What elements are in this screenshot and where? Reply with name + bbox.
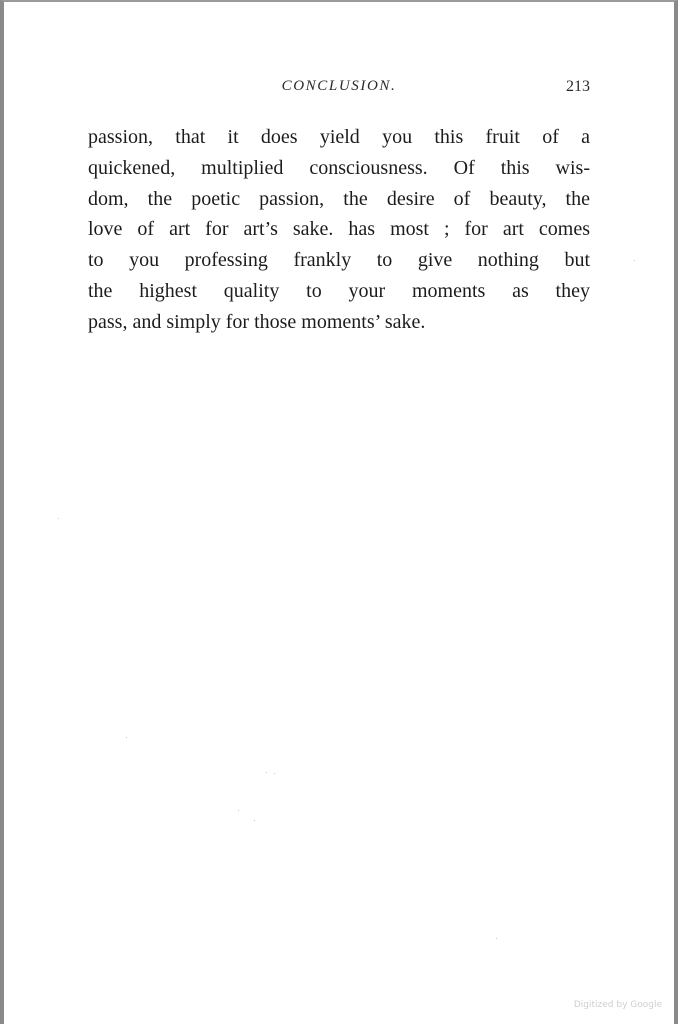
running-title: CONCLUSION. [281, 78, 397, 94]
text-line: the highest quality to your moments as they [88, 279, 590, 302]
scan-speck [126, 737, 127, 738]
text-line: love of art for art’s sake. has most ; for art comes [88, 218, 590, 241]
text-line: passion, that it does yield you this fruit of a [88, 126, 590, 148]
scan-speck [58, 518, 59, 519]
digitized-watermark: Digitized by Google [573, 1000, 662, 1010]
running-head [88, 78, 590, 100]
page-number: 213 [566, 78, 590, 95]
scan-speck [496, 938, 497, 939]
scan-speck [634, 260, 635, 261]
text-line: pass, and simply for those moments’ sake. [88, 310, 426, 333]
scan-speck [274, 773, 275, 774]
text-line: dom, the poetic passion, the desire of beauty, the [88, 187, 590, 210]
scan-speck [254, 820, 255, 821]
body-paragraph [88, 122, 590, 338]
scan-speck [266, 772, 267, 773]
text-line: quickened, multiplied consciousness. Of this wis- [88, 156, 590, 179]
text-line: to you professing frankly to give nothing but [88, 249, 590, 272]
scan-speck [238, 810, 239, 811]
